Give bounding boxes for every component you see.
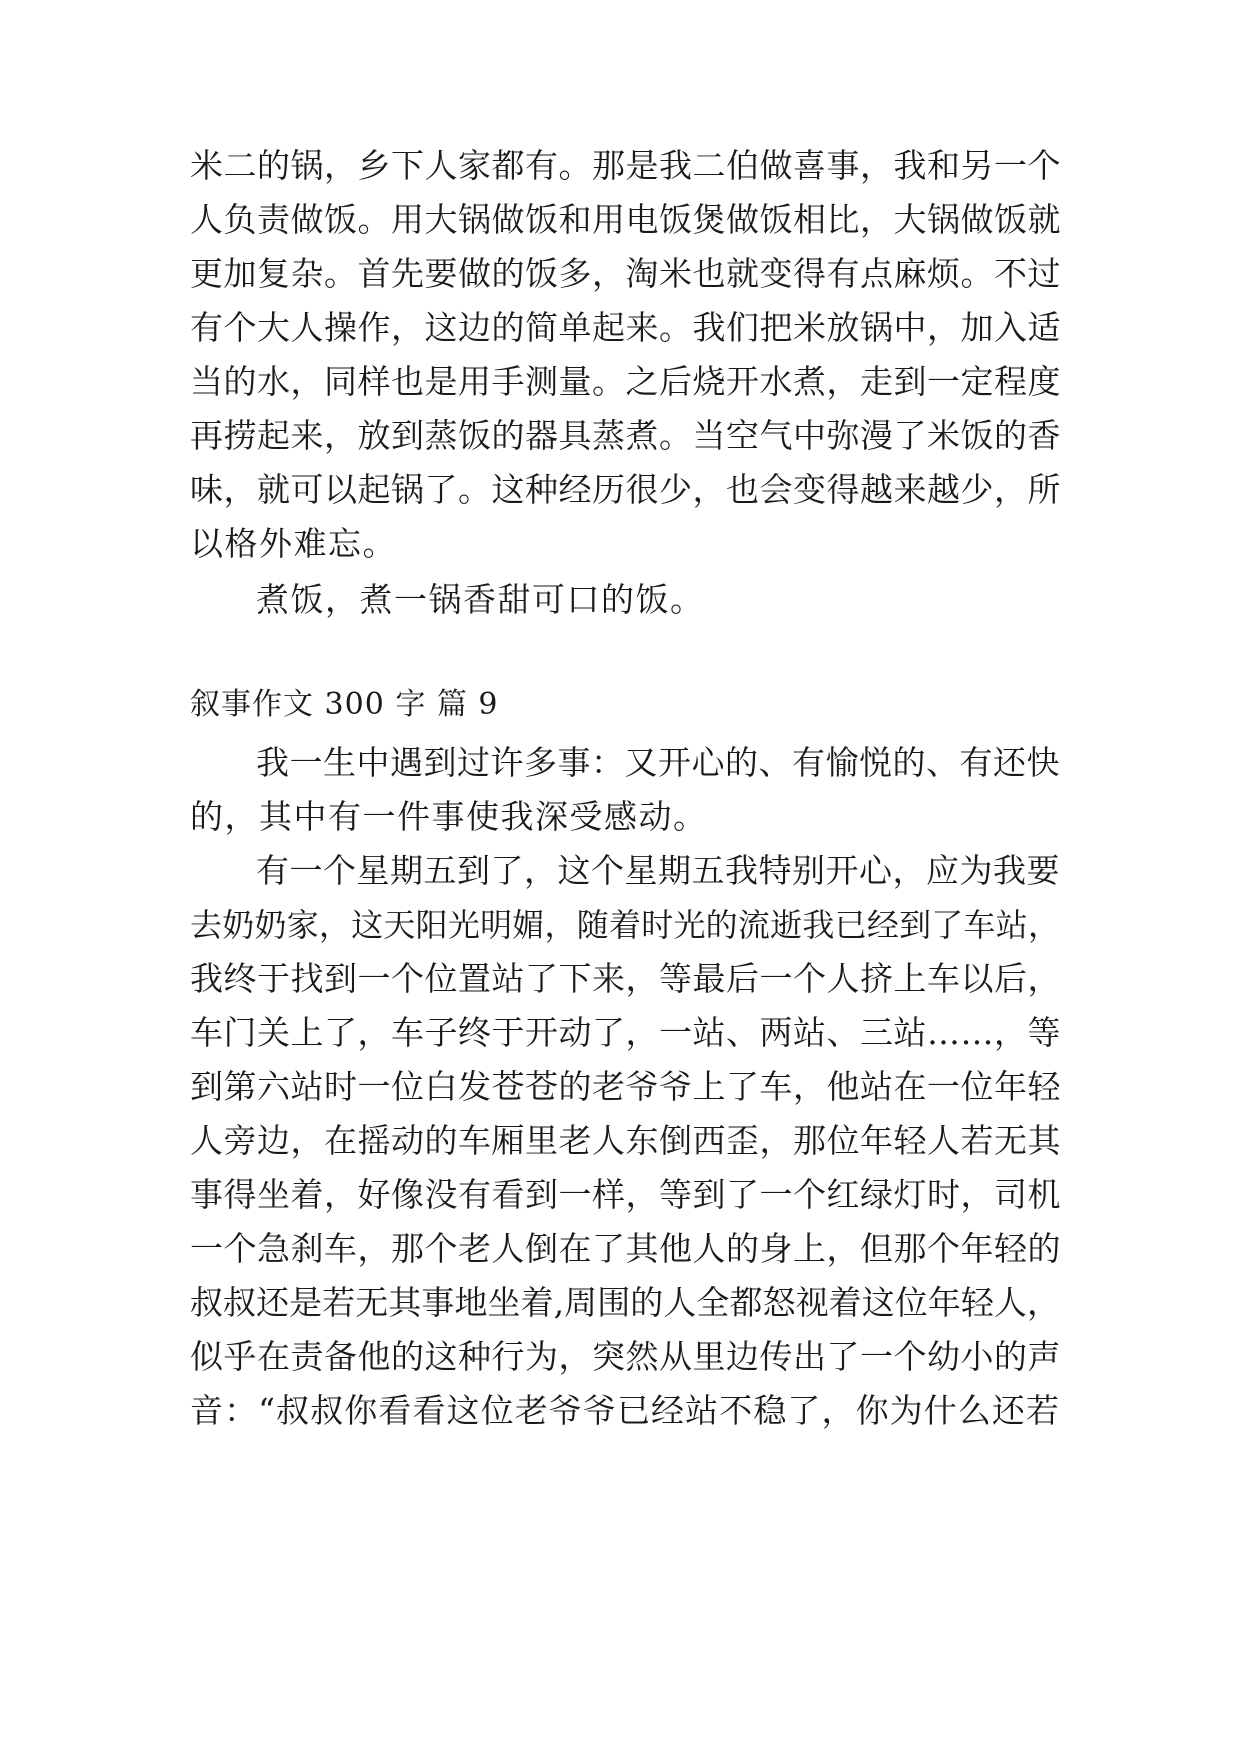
paragraph-line: 的，其中有一件事使我深受感动。 xyxy=(190,797,708,836)
paragraph-line: 人负责做饭。用大锅做饭和用电饭煲做饭相比，大锅做饭就 xyxy=(190,200,1061,239)
paragraph-line: 味，就可以起锅了。这种经历很少，也会变得越来越少，所 xyxy=(190,470,1061,509)
paragraph-line: 米二的锅，乡下人家都有。那是我二伯做喜事，我和另一个 xyxy=(190,146,1061,185)
paragraph-line: 事得坐着，好像没有看到一样，等到了一个红绿灯时，司机 xyxy=(190,1175,1061,1214)
section-heading: 叙事作文 300 字 篇 9 xyxy=(190,687,499,722)
paragraph-line: 我一生中遇到过许多事：又开心的、有愉悦的、有还快 xyxy=(256,743,1060,782)
paragraph-line: 音：“叔叔你看看这位老爷爷已经站不稳了，你为什么还若 xyxy=(190,1391,1060,1430)
paragraph-line: 叔叔还是若无其事地坐着,周围的人全都怒视着这位年轻人， xyxy=(190,1283,1060,1322)
paragraph-line: 我终于找到一个位置站了下来，等最后一个人挤上车以后， xyxy=(190,959,1061,998)
paragraph-line: 有一个星期五到了，这个星期五我特别开心，应为我要 xyxy=(256,851,1060,890)
paragraph-line: 有个大人操作，这边的简单起来。我们把米放锅中，加入适 xyxy=(190,308,1061,347)
closing-sentence: 煮饭，煮一锅香甜可口的饭。 xyxy=(256,580,705,619)
paragraph-line: 似乎在责备他的这种行为，突然从里边传出了一个幼小的声 xyxy=(190,1337,1061,1376)
paragraph-line: 人旁边，在摇动的车厢里老人东倒西歪，那位年轻人若无其 xyxy=(190,1121,1061,1160)
paragraph-line: 更加复杂。首先要做的饭多，淘米也就变得有点麻烦。不过 xyxy=(190,254,1061,293)
paragraph-line: 当的水，同样也是用手测量。之后烧开水煮，走到一定程度 xyxy=(190,362,1061,401)
paragraph-line: 车门关上了，车子终于开动了，一站、两站、三站……，等 xyxy=(190,1013,1061,1052)
paragraph-line: 到第六站时一位白发苍苍的老爷爷上了车，他站在一位年轻 xyxy=(190,1067,1061,1106)
paragraph-line: 一个急刹车，那个老人倒在了其他人的身上，但那个年轻的 xyxy=(190,1229,1061,1268)
paragraph-line: 以格外难忘。 xyxy=(190,524,397,563)
paragraph-line: 去奶奶家，这天阳光明媚，随着时光的流逝我已经到了车站， xyxy=(190,906,1060,944)
paragraph-line: 再捞起来，放到蒸饭的器具蒸煮。当空气中弥漫了米饭的香 xyxy=(190,416,1061,455)
